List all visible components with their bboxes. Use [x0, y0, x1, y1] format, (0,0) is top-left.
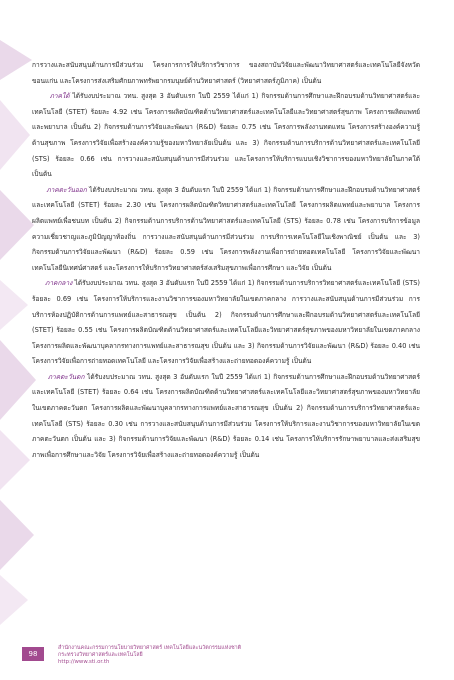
footer-line-ministry: กระทรวงวิทยาศาสตร์และเทคโนโลยี: [58, 652, 143, 658]
footer-publisher: [58, 645, 318, 666]
section-paragraph: [32, 89, 420, 183]
page-number: 98: [22, 647, 44, 661]
section-paragraph: [32, 370, 420, 464]
section-lead: ภาคตะวันออก: [46, 185, 87, 194]
section-paragraph: [32, 183, 420, 277]
section-text: ได้รับงบประมาณ วทน. สูงสุด 3 อันดับแรก ในปี 2559 ได้แก่ 1) กิจกรรมด้านการบริการวิทยาศาสตร์และเทคโนโลยี (STS) ร้อยละ 0.69 เช่น โครงการให้บริการและงานวิชาการของมหาวิทยาลัยในเขตภาคกลาง การวางและสนับสนุนด้านการมีส่วนร่วม การบริการห้องปฏิบัติการด้านการแพทย์และสาธารณสุข เป็นต้น 2) กิจกรรมด้านการศึกษาและฝึกอบรมด้านวิทยาศาสตร์และเทคโนโลยี (STET) ร้อยละ 0.55 เช่น โครงการผลิตบัณฑิตด้านวิทยาศาสตร์และเทคโนโลยีและวิทยาศาสตร์สุขภาพของมหาวิทยาลัยในเขตภาคกลาง โครงการผลิตและพัฒนาบุคลากรทางการแพทย์และสาธารณสุข เป็นต้น และ 3) กิจกรรมด้านการวิจัยและพัฒนา (R&D) ร้อยละ 0.40 เช่น โครงการวิจัยเพื่อการถ่ายทอดเทคโนโลยี และโครงการวิจัยเพื่อสร้างและถ่ายทอดองค์ความรู้ เป็นต้น: [32, 279, 420, 366]
section-lead: ภาคกลาง: [44, 279, 73, 288]
document-body: [32, 58, 420, 463]
section-text: ได้รับงบประมาณ วทน. สูงสุด 3 อันดับแรก ในปี 2559 ได้แก่ 1) กิจกรรมด้านการศึกษาและฝึกอบรมด้านวิทยาศาสตร์และเทคโนโลยี (STET) ร้อยละ 2.30 เช่น โครงการผลิตบัณฑิตวิทยาศาสตร์และเทคโนโลยี โครงการผลิตแพทย์และพยาบาล โครงการผลิตแพทย์เพื่อชนบท เป็นต้น 2) กิจกรรมด้านการบริการด้านวิทยาศาสตร์และเทคโนโลยี (STS) ร้อยละ 0.78 เช่น โครงการบริการข้อมูลความเชี่ยวชาญและภูมิปัญญาท้องถิ่น การวางและสนับสนุนด้านการมีส่วนร่วม การบริการเทคโนโลยีในเชิงพาณิชย์ เป็นต้น และ 3) กิจกรรมด้านการวิจัยและพัฒนา (R&D) ร้อยละ 0.59 เช่น โครงการพลังงานเพื่อการถ่ายทอดเทคโนโลยี โครงการวิจัยและพัฒนาเทคโนโลยีนิเทศน์ศาสตร์ และโครงการให้บริการวิทยาศาสตร์ส่งเสริมสุขภาพเพื่อการศึกษา และวิจัย เป็นต้น: [32, 185, 420, 272]
section-text: ได้รับงบประมาณ วทน. สูงสุด 3 อันดับแรก ในปี 2559 ได้แก่ 1) กิจกรรมด้านการศึกษาและฝึกอบรมด้านวิทยาศาสตร์และเทคโนโลยี (STET) ร้อยละ 0.64 เช่น โครงการผลิตบัณฑิตด้านวิทยาศาสตร์และเทคโนโลยีและวิทยาศาสตร์สุขภาพของมหาวิทยาลัยในเขตภาคตะวันตก โครงการผลิตและพัฒนาบุคลากรทางการแพทย์และสาธารณสุข เป็นต้น 2) กิจกรรมด้านการบริการวิทยาศาสตร์และเทคโนโลยี (STS) ร้อยละ 0.30 เช่น การวางและสนับสนุนด้านการมีส่วนร่วม โครงการให้บริการและงานวิชาการของมหาวิทยาลัยในเขตภาคตะวันตก เป็นต้น และ 3) กิจกรรมด้านการวิจัยและพัฒนา (R&D) ร้อยละ 0.14 เช่น โครงการให้บริการรักษาพยาบาลและส่งเสริมสุขภาพเพื่อการศึกษาและวิจัย โครงการวิจัยเพื่อสร้างและถ่ายทอดองค์ความรู้ เป็นต้น: [32, 372, 420, 459]
section-paragraph: [32, 276, 420, 370]
section-lead: ภาคใต้: [49, 92, 70, 101]
section-text: ได้รับงบประมาณ วทน. สูงสุด 3 อันดับแรก ในปี 2559 ได้แก่ 1) กิจกรรมด้านการศึกษาและฝึกอบรมด้านวิทยาศาสตร์และเทคโนโลยี (STET) ร้อยละ 4.92 เช่น โครงการผลิตบัณฑิตด้านวิทยาศาสตร์และเทคโนโลยีและวิทยาศาสตร์สุขภาพ โครงการผลิตแพทย์และพยาบาล เป็นต้น 2) กิจกรรมด้านการวิจัยและพัฒนา (R&D) ร้อยละ 0.75 เช่น โครงการพลังงานทดแทน โครงการสร้างองค์ความรู้ด้านสุขภาพ โครงการวิจัยเพื่อสร้างองค์ความรู้ของมหาวิทยาลัยเป็นต้น และ 3) กิจกรรมด้านการบริการด้านวิทยาศาสตร์และเทคโนโลยี (STS) ร้อยละ 0.66 เช่น การวางและสนับสนุนด้านการมีส่วนร่วม และโครงการให้บริการแบบเชิงวิชาการของมหาวิทยาลัยในภาคใต้ เป็นต้น: [32, 92, 420, 179]
footer-website-link[interactable]: http://www.sti.or.th: [58, 659, 110, 665]
intro-paragraph: การวางและสนับสนุนด้านการมีส่วนร่วม โครงการการให้บริการวิชาการ ของสถาบันวิจัยและพัฒนาวิทยาศาสตร์และเทคโนโลยีจังหวัดขอนแก่น และโครงการส่งเสริมศักยภาพทรัพยากรมนุษย์ด้านวิทยาศาสตร์ (วิทยาศาสตร์ภูมิภาค) เป็นต้น: [32, 61, 420, 85]
footer-line-org: สำนักงานคณะกรรมการนโยบายวิทยาศาสตร์ เทคโนโลยีและนวัตกรรมแห่งชาติ: [58, 645, 242, 651]
section-lead: ภาคตะวันตก: [47, 372, 85, 381]
